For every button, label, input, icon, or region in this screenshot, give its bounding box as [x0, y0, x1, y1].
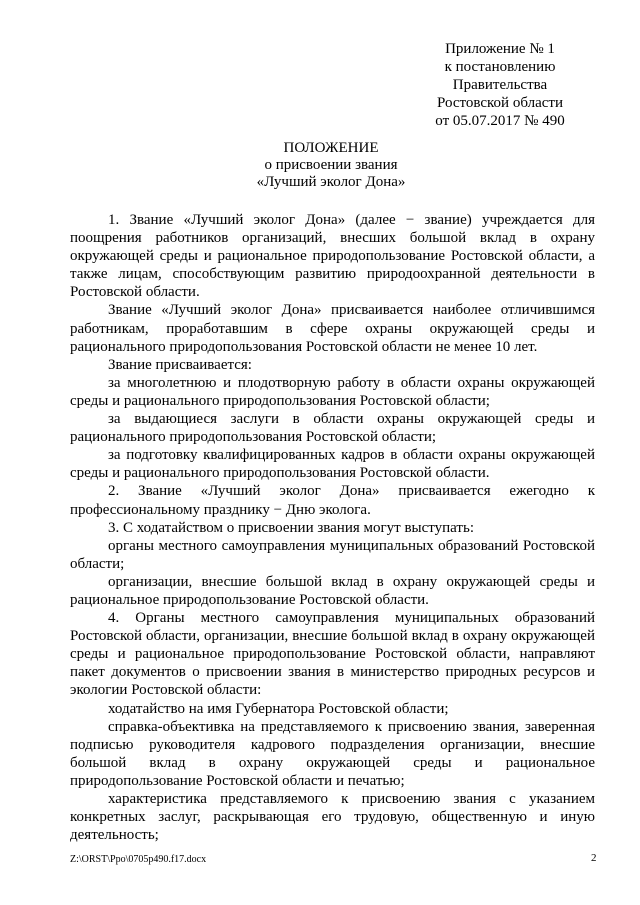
page-number: 2	[591, 852, 597, 864]
paragraph: Звание присваивается:	[108, 356, 252, 373]
paragraph: 2. Звание «Лучший эколог Дона» присваивается ежегодно к профессиональному празднику − Дню эколога.	[70, 483, 595, 518]
title-subtitle: «Лучший эколог Дона»	[256, 174, 406, 190]
appendix-header	[420, 40, 580, 130]
paragraph: органы местного самоуправления муниципальных образований Ростовской области;	[70, 537, 595, 572]
appendix-line: к постановлению	[444, 59, 556, 75]
appendix-line: Приложение № 1	[445, 41, 555, 57]
appendix-line: Ростовской области	[437, 95, 563, 111]
title-subtitle: о присвоении звания	[264, 157, 398, 173]
appendix-line: Правительства	[452, 77, 548, 93]
paragraph: организации, внесшие большой вклад в охрану окружающей среды и рациональное природопользование Ростовской области.	[70, 573, 595, 608]
paragraph: 3. С ходатайством о присвоении звания могут выступать:	[108, 519, 474, 536]
paragraph: ходатайство на имя Губернатора Ростовской области;	[108, 700, 449, 717]
document-body	[70, 211, 595, 844]
paragraph: справка-объективка на представляемого к присвоению звания, заверенная подписью руководителя кадрового подразделения организации, внесшие большой вклад в охрану окружающей среды и рациональное природопользование Ростовской области и печатью;	[70, 718, 595, 789]
footer-file-path: Z:\ORST\Ppo\0705p490.f17.docx	[70, 854, 207, 865]
title-heading: ПОЛОЖЕНИЕ	[283, 140, 379, 156]
paragraph: за подготовку квалифицированных кадров в области охраны окружающей среды и рационального природопользования Ростовской области.	[70, 447, 595, 482]
paragraph: 4. Органы местного самоуправления муниципальных образований Ростовской области, организации, внесшие большой вклад в охрану окружающей среды и рациональное природопользование Ростовской области, направляют пакет документов о присвоении звания в министерство природных ресурсов и экологии Ростовской области:	[70, 610, 595, 699]
paragraph: 1. Звание «Лучший эколог Дона» (далее − звание) учреждается для поощрения работников организаций, внесших большой вклад в охрану окружающей среды и рациональное природопользование Ростовской области, а также лицам, способствующим развитию природоохранной деятельности в Ростовской области.	[70, 212, 595, 301]
paragraph: за многолетнюю и плодотворную работу в области охраны окружающей среды и рационального природопользования Ростовской области;	[70, 374, 595, 409]
paragraph: характеристика представляемого к присвоению звания с указанием конкретных заслуг, раскрывающая его трудовую, общественную и иную деятельность;	[70, 791, 595, 844]
document-title	[0, 140, 640, 191]
paragraph: Звание «Лучший эколог Дона» присваивается наиболее отличившимся работникам, проработавшим в сфере охраны окружающей среды и рационального природопользования Ростовской области не менее 10 лет.	[70, 302, 595, 355]
paragraph: за выдающиеся заслуги в области охраны окружающей среды и рационального природопользования Ростовской области;	[70, 411, 595, 446]
appendix-line: от 05.07.2017 № 490	[435, 113, 565, 129]
